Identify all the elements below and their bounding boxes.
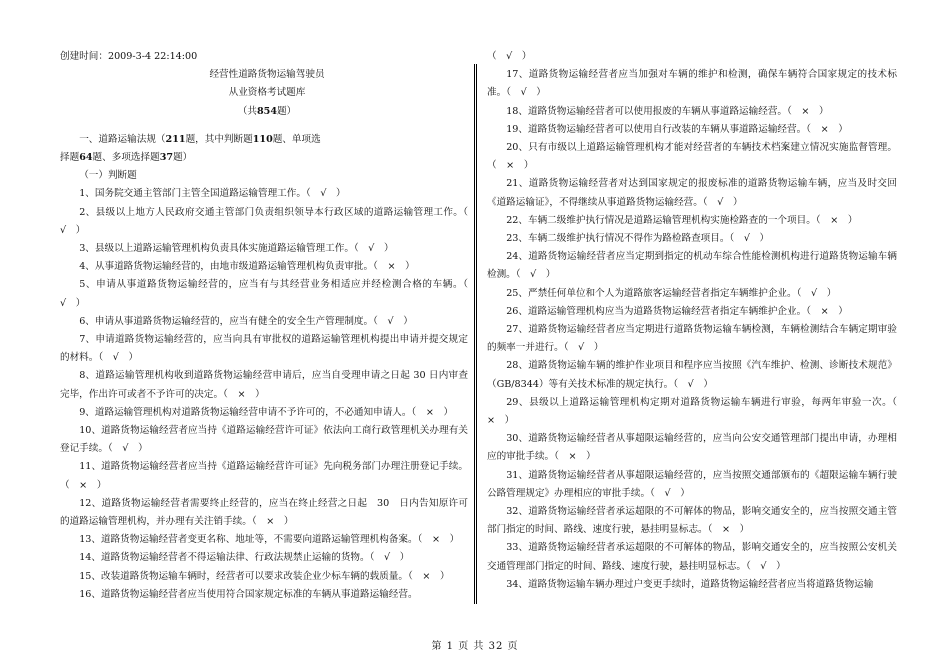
question-item: 8、道路运输管理机构收到道路货物运输经营申请后，应当自受理申请之日起 30 日内审查完毕，作出许可或者不予许可的决定。（ × ） <box>60 370 468 400</box>
right-column <box>487 48 907 594</box>
question-item: 31、道路货物运输经营者从事超限运输经营的，应当按照交通部颁布的《超限运输车辆行驶公路管理规定》办理相应的审批手续。（ √ ） <box>487 469 897 499</box>
right-question-list <box>487 48 907 594</box>
question-item: 28、道路货物运输车辆的维护作业项目和程序应当按照《汽车维护、检测、诊断技术规范》（GB/8344）等有关技术标准的规定执行。（ √ ） <box>487 360 897 390</box>
question-item: 19、道路货物运输经营者可以使用自行改装的车辆从事道路运输经营。（ × ） <box>506 123 848 135</box>
question-item: 32、道路货物运输经营者承运超限的不可解体的物品，影响交通安全的，应当按照交通主管部门指定的时间、路线、速度行驶，悬挂明显标志。（ × ） <box>487 506 897 536</box>
question-item: （ √ ） <box>487 51 532 62</box>
question-item: 21、道路货物运输经营者对达到国家规定的报废标准的道路货物运输车辆，应当及时交回《道路运输证》，不得继续从事道路货物运输经营。（ √ ） <box>487 178 897 208</box>
question-item: 5、申请从事道路货物运输经营的，应当有与其经营业务相适应并经检测合格的车辆。（ √ ） <box>60 279 478 309</box>
question-item: 22、车辆二级维护执行情况是道路运输管理机构实施检路查的一个项目。（ × ） <box>506 214 858 226</box>
question-item: 13、道路货物运输经营者变更名称、地址等，不需要向道路运输管理机构备案。（ × ） <box>79 534 460 546</box>
question-item: 6、申请从事道路货物运输经营的，应当有健全的安全生产管理制度。（ √ ） <box>79 315 413 327</box>
page-footer: 第 1 页 共 32 页 <box>431 641 519 652</box>
question-item: 26、道路运输管理机构应当为道路货物运输经营者指定车辆维护企业。（ × ） <box>506 305 848 317</box>
question-item: 15、改装道路货物运输车辆时，经营者可以要求改装企业少标车辆的载质量。（ × ） <box>79 570 450 582</box>
left-column <box>60 48 478 604</box>
question-item: 1、国务院交通主管部门主管全国道路运输管理工作。（ √ ） <box>79 188 346 200</box>
left-question-list <box>60 185 478 604</box>
question-item: 18、道路货物运输经营者可以使用报废的车辆从事道路运输经营。（ × ） <box>506 105 829 117</box>
question-item: 30、道路货物运输经营者从事超限运输经营的，应当向公安交通管理部门提出申请，办理相应的审批手续。（ × ） <box>487 433 897 463</box>
question-item: 4、从事道路货物运输经营的，由地市级道路运输管理机构负责审批。（ × ） <box>79 261 415 273</box>
question-total: （共854题） <box>237 105 297 117</box>
question-item: 23、车辆二级维护执行情况不得作为路检路查项目。（ √ ） <box>506 233 770 245</box>
doc-title: 经营性道路货物运输驾驶员 <box>209 69 325 81</box>
question-item: 12、道路货物运输经营者需要终止经营的，应当在终止经营之日起 30 日内告知原许可的道路运输管理机构，并办理有关注销手续。（ × ） <box>60 497 468 528</box>
question-item: 27、道路货物运输经营者应当定期进行道路货物运输车辆检测，车辆检测结合车辆定期审验的频率一并进行。（ √ ） <box>487 324 897 354</box>
question-item: 33、道路货物运输经营者承运超限的不可解体的物品，影响交通安全的，应当按照公安机关交通管理部门指定的时间、路线、速度行驶，悬挂明显标志。（ √ ） <box>487 542 897 572</box>
question-item: 3、县级以上道路运输管理机构负责具体实施道路运输管理工作。（ √ ） <box>79 243 394 255</box>
question-item: 10、道路货物运输经营者应当持《道路运输经营许可证》依法向工商行政管理机关办理有关登记手续。（ √ ） <box>60 425 468 455</box>
column-divider <box>474 64 477 604</box>
question-item: 24、道路货物运输经营者应当定期到指定的机动车综合性能检测机构进行道路货物运输车辆检测。（ √ ） <box>487 251 897 281</box>
section-heading-cont: 择题64题、多项选择题37题） <box>60 152 193 164</box>
question-item: 17、道路货物运输经营者应当加强对车辆的维护和检测，确保车辆符合国家规定的技术标准。（ √ ） <box>487 69 897 99</box>
subsection-heading: （一）判断题 <box>79 170 137 182</box>
question-item: 29、县级以上道路运输管理机构定期对道路货物运输车辆进行审验，每两年审验一次。（ × ） <box>487 396 907 427</box>
question-item: 25、严禁任何单位和个人为道路旅客运输经营者指定车辆维护企业。（ √ ） <box>506 287 837 299</box>
question-item: 16、道路货物运输经营者应当使用符合国家规定标准的车辆从事道路运输经营。 <box>79 588 418 600</box>
question-item: 20、只有市级以上道路运输管理机构才能对经营者的车辆技术档案建立情况实施监督管理。（ × ） <box>487 142 897 172</box>
question-item: 7、申请道路货物运输经营的，应当向具有审批权的道路运输管理机构提出申请并提交规定的材料。（ √ ） <box>60 334 468 364</box>
question-item: 11、道路货物运输经营者应当持《道路运输经营许可证》先向税务部门办理注册登记手续。（ × ） <box>60 461 468 491</box>
question-item: 2、县级以上地方人民政府交通主管部门负责组织领导本行政区域的道路运输管理工作。（ √ ） <box>60 206 478 236</box>
question-item: 14、道路货物运输经营者不得运输法律、行政法规禁止运输的货物。（ √ ） <box>79 552 410 564</box>
created-time: 创建时间：2009-3-4 22:14:00 <box>60 51 198 62</box>
doc-subtitle: 从业资格考试题库 <box>228 87 306 99</box>
question-item: 34、道路货物运输车辆办理过户变更手续时，道路货物运输经营者应当将道路货物运输 <box>506 578 874 590</box>
question-item: 9、道路运输管理机构对道路货物运输经营申请不予许可的，不必通知申请人。（ × ） <box>79 406 454 418</box>
section-heading: 一、道路运输法规（211题，其中判断题110题、单项选 <box>79 133 321 145</box>
